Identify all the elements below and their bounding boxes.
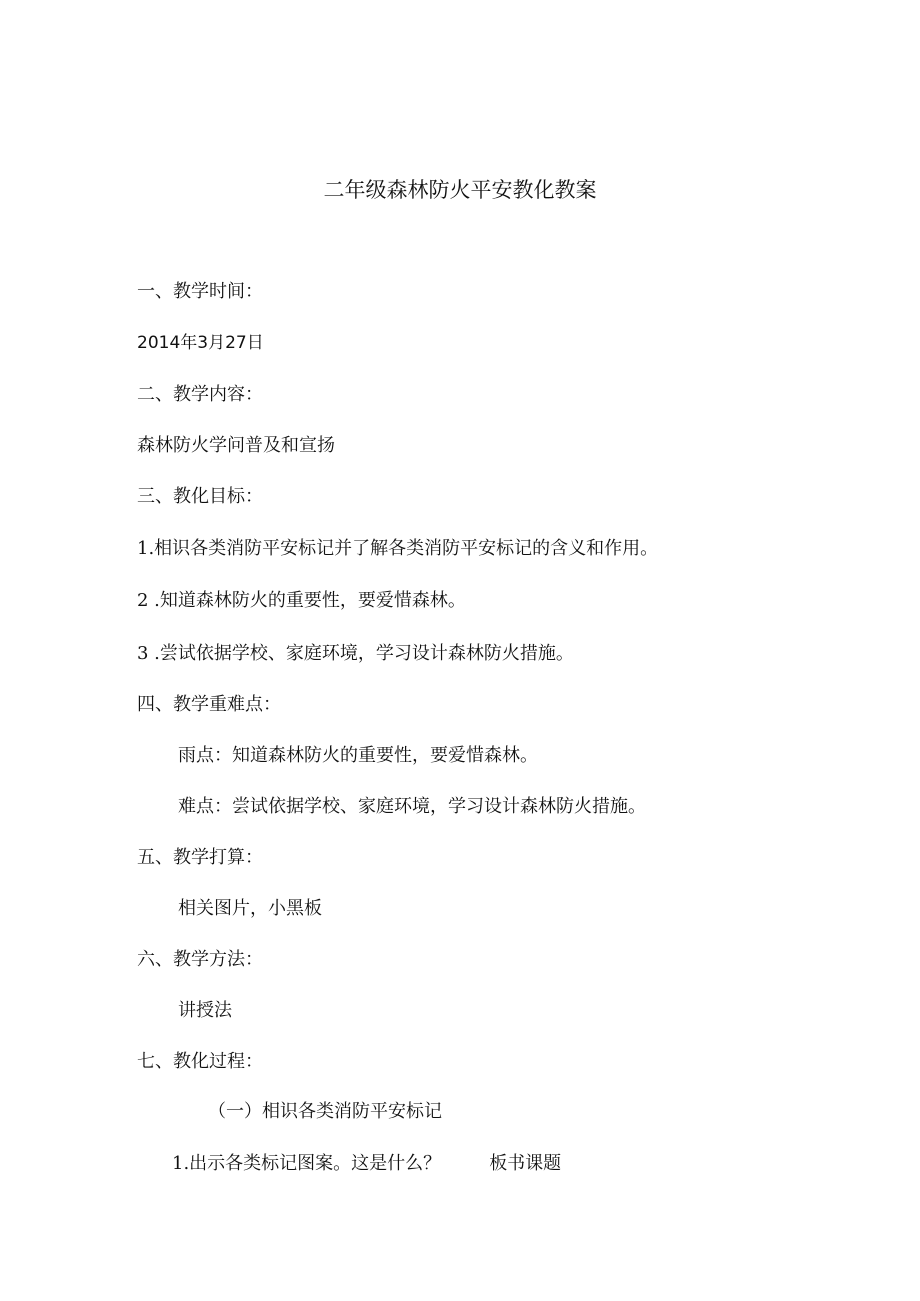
- heading-method: 六、教学方法：: [137, 949, 263, 970]
- difficult-point-text: 难点：尝试依据学校、家庭环境，学习设计森林防火措施。: [178, 796, 646, 817]
- heading-preparation: 五、教学打算：: [137, 847, 263, 868]
- process-step-1: [172, 1152, 561, 1176]
- method-text: 讲授法: [178, 1000, 232, 1021]
- goal-item-2: 2 .知道森林防火的重要性，要爱惜森林。: [137, 590, 466, 611]
- heading-process: 七、教化过程：: [137, 1051, 263, 1072]
- heading-goals: 三、教化目标：: [137, 486, 263, 507]
- goal-item-1: 1.相识各类消防平安标记并了解各类消防平安标记的含义和作用。: [137, 538, 659, 559]
- teaching-date: 2014年3月27日: [137, 333, 264, 353]
- heading-teaching-content: 二、教学内容：: [137, 384, 263, 405]
- preparation-text: 相关图片，小黑板: [178, 898, 322, 919]
- teaching-content-text: 森林防火学问普及和宣扬: [137, 435, 335, 456]
- goal-item-3: 3 .尝试依据学校、家庭环境，学习设计森林防火措施。: [137, 643, 574, 664]
- document-title: 二年级森林防火平安教化教案: [323, 178, 597, 202]
- heading-key-points: 四、教学重难点：: [137, 694, 281, 715]
- process-step-1-question: 1.出示各类标记图案。这是什么？: [172, 1153, 442, 1174]
- process-step-1-note: 板书课题: [489, 1153, 562, 1174]
- key-point-text: 雨点：知道森林防火的重要性，要爱惜森林。: [178, 745, 538, 766]
- heading-teaching-time: 一、教学时间：: [137, 281, 263, 302]
- process-subheading: （一）相识各类消防平安标记: [208, 1101, 442, 1122]
